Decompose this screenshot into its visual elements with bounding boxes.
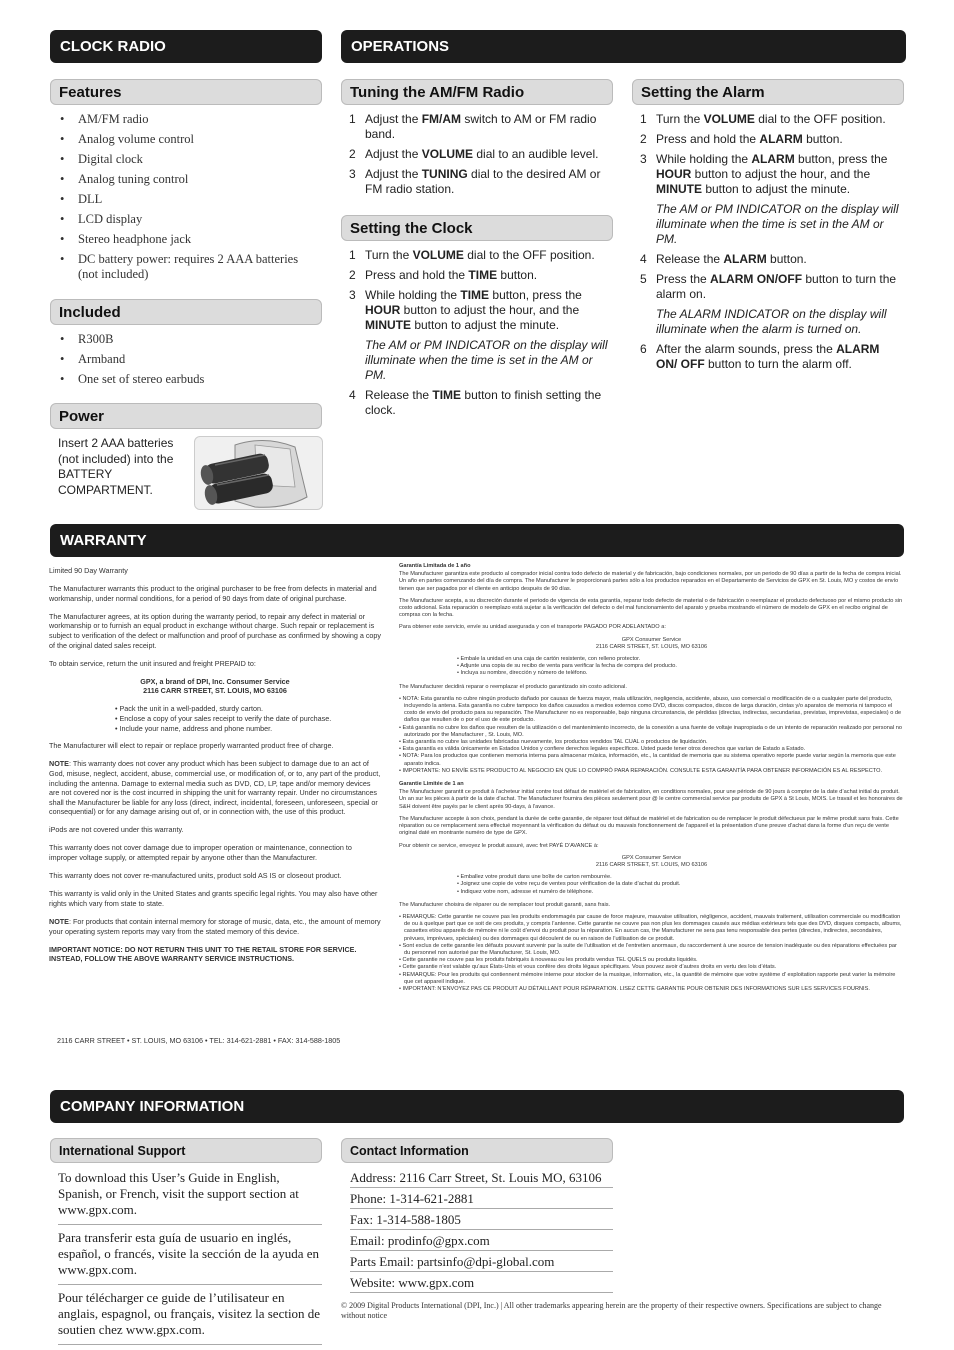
- warranty-footer: 2116 CARR STREET • ST. LOUIS, MO 63106 • TEL: 314-621-2881 • FAX: 314-588-1805: [57, 1036, 341, 1045]
- list-item: • Embale la unidad en una caja de cartón resistente, con relleno protector.: [457, 656, 904, 663]
- warranty-notes: [399, 696, 904, 775]
- list-item: • NOTA: Esta garantía no cubre ningún producto dañado por causas de fuerza mayor, mala utilización, negligencia, accidente, abuso, uso comercial o modificación de o a cualquier parte del producto, incluyendo la antena. Esta garantía no cubre tampoco los daños causados a medios externos como DVD, discos compactos, discos de larga duración, cintas y/o aparatos de memoria ni tampoco el costo de envío del producto para su reparación. The Manufacturer no es responsable, bajo ninguna circunstancia, de pérdidas (directas, indirectas, secundarias, previstas, imprevistas, especiales) o de daños que resulten de o por el uso de este producto.: [399, 696, 904, 725]
- list-item: • Esta garantía no cubre las unidades fabricadas nuevamente, los productos vendidos TAL CUAL o productos de liquidación.: [399, 739, 904, 746]
- list-item: 3 While holding the TIME button, press the HOUR button to adjust the hour, and the MINUTE button to adjust the minute.: [349, 288, 582, 332]
- warranty-text: This warranty does not cover re-manufactured units, product sold AS IS or closeout product.: [49, 871, 342, 881]
- battery-image: [194, 436, 323, 510]
- features-list: [50, 112, 322, 287]
- list-item: • LCD display: [50, 212, 322, 227]
- warranty-text: The Manufacturer warrants this product to the original purchaser to be free from defects in material and workmanship, under normal conditions, for a period of 90 days from date of original purchase.: [49, 584, 377, 603]
- list-item: • IMPORTANTE: NO ENVÍE ESTE PRODUCTO AL NEGOCIO EN QUE LO COMPRÓ PARA REPARACIÓN. CONSULTE ESTA GARANTÍA PARA OBTENER INFORMACIÓN ES AL RESPECTO.: [399, 768, 904, 775]
- list-item: • Analog volume control: [50, 132, 322, 147]
- copyright: © 2009 Digital Products International (DPI, Inc.) | All other trademarks appearing herein are the property of their respective owners. Specifications are subject to change without notice: [341, 1301, 882, 1320]
- list-item: • Incluya su nombre, dirección y número de teléfono.: [457, 670, 904, 677]
- list-item: 3 Adjust the TUNING dial to the desired AM or FM radio station.: [349, 167, 601, 196]
- warranty-spanish-french: [399, 563, 904, 999]
- list-item: • Emballez votre produit dans une boîte de carton rembourrée.: [457, 874, 904, 881]
- list-item: 1 Adjust the FM/AM switch to AM or FM radio band.: [349, 112, 597, 141]
- clock-title: Setting the Clock: [341, 215, 613, 241]
- international-support-title: International Support: [50, 1138, 322, 1163]
- list-item: 6 After the alarm sounds, press the ALARM ON/ OFF button to turn the alarm off.: [640, 342, 880, 371]
- list-item: 2 Adjust the VOLUME dial to an audible level.: [349, 147, 599, 161]
- list-item: • Indiquez votre nom, adresse et numéro de téléphone.: [457, 889, 904, 896]
- list-item: 4 Release the TIME button to finish setting the clock.: [349, 388, 602, 417]
- included-title: Included: [50, 299, 322, 325]
- support-paragraph: Para transferir esta guía de usuario en inglés, español, o francés, visite la sección de la ayuda en www.gpx.com.: [58, 1225, 322, 1285]
- power-text: Insert 2 AAA batteries (not included) into the BATTERY COMPARTMENT.: [58, 436, 174, 497]
- warranty-text: This warranty does not cover damage due to improper operation or maintenance, connection to improper voltage supply, or attempted repair by anyone other than the Manufacturer.: [49, 843, 352, 863]
- contact-parts-email: Parts Email: partsinfo@dpi-global.com: [350, 1252, 613, 1272]
- warranty-note: NOTE: For products that contain internal memory for storage of music, data, etc., the amount of memory your operating system reports may vary from the stated memory of this device.: [49, 916, 381, 936]
- warranty-english: [49, 566, 381, 972]
- warranty-list: [399, 874, 904, 896]
- list-item: • Pack the unit in a well-padded, sturdy carton.: [115, 704, 381, 714]
- warranty-text: iPods are not covered under this warranty.: [49, 825, 184, 835]
- warranty-text: The Manufacturer accepte à son choix, pendant la durée de cette garantie, de réparer tout défaut de matériel et de fabrication ou de remplacer le produit défectueux par le même produit sans frais. Cette réparation ou ce remplacement sera effectué moyennant la vérification du défaut ou du mauvais fonctionnement de l’appareil et la présentation d’une preuve d’achat dans la forme d’un reçu de vente original daté en montrante numéro de type de GPX.: [399, 815, 899, 837]
- included-list: [50, 332, 322, 392]
- list-item: • REMARQUE: Cette garantie ne couvre pas les produits endommagés par cause de force majeure, mauvaise utilisation, négligence, accident, mauvais traitement, utilisation commerciale ou modification de ou à quelque part que ce soit de ces produits, y compris l’antenne. Cette garantie ne couvre pas non plus les dommages causés aux médias extérieurs tels que des DVD, disques compacts, albums, cassettes et/ou appareils de mémoire ni le coût d’envoi du produit pour la réparation. En aucun cas, the Manufacturer ne sera pas tenu responsable des pertes (directes, indirectes, secondaires, prévues, imprévues, spéciales) ou des dommages qui découlent de ou en raison de l’utilisation de ce produit.: [399, 914, 904, 943]
- features-title: Features: [50, 79, 322, 105]
- list-item: • Esta garantía es válida únicamente en Estados Unidos y confiere derechos legales específicos. Usted puede tener otros derechos que varían de Estado a Estado.: [399, 746, 904, 753]
- contact-email: Email: prodinfo@gpx.com: [350, 1231, 613, 1251]
- list-item: • One set of stereo earbuds: [50, 372, 322, 387]
- list-item: • Analog tuning control: [50, 172, 322, 187]
- alarm-title: Setting the Alarm: [632, 79, 904, 105]
- list-item: • Sont exclus de cette garantie les défauts pouvant survenir par la suite de l’utilisation et de l’entretien anormaux, du raccordement à une source de tension inadéquate ou des réparations effectuées par du personnel non autorisé par the Manufacturer, St. Louis, MO.: [399, 943, 904, 957]
- note: The AM or PM INDICATOR on the display will illuminate when the time is set in the AM or PM.: [365, 338, 608, 382]
- contact-fax: Fax: 1-314-588-1805: [350, 1210, 613, 1230]
- note: The ALARM INDICATOR on the display will illuminate when the alarm is turned on.: [656, 307, 887, 336]
- list-item: • NOTA: Para los productos que contienen memoria interna para almacenar música, información, etc., la cantidad de memoria que su sistema operativo reporte puede variar según la memoria que este aparato indica.: [399, 753, 904, 767]
- list-item: 2 Press and hold the TIME button.: [349, 268, 538, 282]
- warranty-list: [49, 704, 381, 733]
- list-item: • Joignez une copie de votre reçu de ventes pour vérification de la date d’achat du produit.: [457, 881, 904, 888]
- list-item: • REMARQUE: Pour les produits qui contiennent mémoire interne pour stocker de la musique, information, etc., la quantité de mémoire que votre système d’ exploitation rapporte peut varier la mémoire que cet appareil indique.: [399, 972, 904, 986]
- contact-address: Address: 2116 Carr Street, St. Louis MO, 63106: [350, 1168, 613, 1188]
- warranty-notes: [399, 914, 904, 993]
- list-item: 1 Turn the VOLUME dial to the OFF position.: [349, 248, 595, 262]
- power-title: Power: [50, 403, 322, 429]
- contact-phone: Phone: 1-314-621-2881: [350, 1189, 613, 1209]
- tuning-title: Tuning the AM/FM Radio: [341, 79, 613, 105]
- international-support: [58, 1165, 322, 1345]
- warranty-title-es: Garantía Limitada de 1 año: [399, 563, 471, 569]
- warranty-text: Limited 90 Day Warranty: [49, 566, 128, 575]
- list-item: • Include your name, address and phone number.: [115, 724, 381, 734]
- list-item: • IMPORTANT: N’ENVOYEZ PAS CE PRODUIT AU DÉTAILLANT POUR RÉPARATION. LISEZ CETTE GARANTIE POUR OBTENIR DES INFORMATIONS SUR LES SERVICES FOURNIS.: [399, 986, 904, 993]
- list-item: 3 While holding the ALARM button, press the HOUR button to adjust the hour, and the MINUTE button to adjust the minute.: [640, 152, 888, 196]
- warranty-text: This warranty is valid only in the United States and grants specific legal rights. You may also have other rights which vary from state to state.: [49, 889, 378, 908]
- warranty-note: NOTE: This warranty does not cover any product which has been subject to damage due to an act of God, misuse, neglect, accident, abuse, commercial use, or modification of, or to, any part of the product, including the antenna. Damage to external media such as DVD, CD, LP, tape and/or memory devices are not covered nor is the cost incurred in shipping the unit for warranty repair. Under no circumstances shall the Manufacturer be liable for any loss (direct, indirect, incidental, foreseen, unforeseen, special or consequential) or for any damage arising out of, or in connection with, the use of this product.: [49, 759, 381, 817]
- warranty-text: The Manufacturer choisira de réparer ou de remplacer tout produit garanti, sans frais.: [399, 901, 611, 908]
- operations-header: OPERATIONS: [341, 30, 906, 63]
- list-item: • DC battery power: requires 2 AAA batteries (not included): [50, 252, 322, 282]
- warranty-text: The Manufacturer agrees, at its option during the warranty period, to repair any defect in material or workmanship or to furnish an equal product in exchange without charge. Such repair or replacement is subject to verification of the defect or malfunction and proof of purchase as confirmed by showing a copy of the original dated sales receipt.: [49, 611, 382, 650]
- warranty-header: WARRANTY: [50, 524, 904, 557]
- warranty-text: The Manufacturer will elect to repair or replace properly warranted product free of charge.: [49, 741, 334, 751]
- list-item: 1 Turn the VOLUME dial to the OFF position.: [640, 112, 886, 126]
- list-item: • DLL: [50, 192, 322, 207]
- warranty-address: GPX Consumer Service 2116 CARR STREET, ST. LOUIS, MO 63106: [595, 636, 708, 650]
- list-item: • Armband: [50, 352, 322, 367]
- warranty-text: Pour obtenir ce service, envoyez le produit assuré, avec fret PAYÉ D’AVANCE à:: [399, 842, 599, 849]
- support-paragraph: To download this User’s Guide in English, Spanish, or French, visit the support section at www.gpx.com.: [58, 1165, 322, 1225]
- list-item: • Stereo headphone jack: [50, 232, 322, 247]
- warranty-address: GPX Consumer Service 2116 CARR STREET, ST. LOUIS, MO 63106: [595, 854, 708, 868]
- list-item: • Cette garantie n’est valable qu’aux États-Unis et vous confère des droits légaux spécifiques. Vous pouvez avoir d’autres droits en vertu des lois d’états.: [399, 964, 904, 971]
- warranty-title-fr: Garantie Limitée de 1 an: [399, 781, 464, 788]
- alarm-steps: [640, 112, 902, 377]
- list-item: • Adjunte una copia de su recibo de venta para verificar la fecha de compra del producto.: [457, 663, 904, 670]
- list-item: • Está garantía no cubre los daños que resulten de la utilización o del mantenimiento incorrecto, de la conexión a una fuente de voltaje inapropiada o de un intento de reparación realizado por personal no autorizado por the Manufacturer , St. Louis, MO.: [399, 725, 904, 739]
- list-item: • Digital clock: [50, 152, 322, 167]
- clock-steps: [349, 248, 609, 423]
- warranty-text: The Manufacturer garantit ce produit à l’acheteur initial contre tout défaut de matériel et de fabrication, en conditions normales, pour une période de 90 jours à compter de la date d’achat initial du produit. Un an sur les pièces à partir de la date d’achat. The Manufacturer fournira des pièces seulement pour @ le centre commercial service par produits de GPX à St Louis, MOIS. Le travail et les honoraires de S&H doivent être payés par le client après 90-days, à l’avance.: [399, 789, 903, 810]
- contact-information-title: Contact Information: [341, 1138, 613, 1163]
- warranty-text: The Manufacturer decidirá reparar o reemplazar el producto garantizado sin costo adicional.: [399, 683, 627, 690]
- note: The AM or PM INDICATOR on the display will illuminate when the time is set in the AM or PM.: [656, 202, 899, 246]
- warranty-text: To obtain service, return the unit insured and freight PREPAID to:: [49, 658, 256, 668]
- warranty-important: IMPORTANT NOTICE: DO NOT RETURN THIS UNIT TO THE RETAIL STORE FOR SERVICE. INSTEAD, FOLLOW THE ABOVE WARRANTY SERVICE INSTRUCTIONS.: [49, 944, 357, 964]
- support-paragraph: Pour télécharger ce guide de l’utilisateur en anglais, espagnol, ou français, visitez la section de soutien chez www.gpx.com.: [58, 1285, 322, 1345]
- warranty-text: The Manufacturer garantiza este producto al comprador inicial contra todo defecto de material y de fabricación, bajo condiciones normales, por un periodo de 90 días a partir de la fecha de compra inicial. Un año en partes comenzando del día de compra. The Manufacturer le proporcionará partes sólo a los productos reparados en el Departamento de Servicios de GPX en St. Louis, MO y costos de envío tienen que ser pagados por el cliente en anticipo después de 90 días.: [399, 571, 902, 592]
- list-item: • R300B: [50, 332, 322, 347]
- tuning-steps: [349, 112, 609, 202]
- warranty-text: Para obtener este servicio, envíe su unidad asegurada y con el transporte PAGADO POR ADELANTADO a:: [399, 624, 666, 631]
- contact-information: [350, 1168, 613, 1294]
- list-item: • Enclose a copy of your sales receipt to verify the date of purchase.: [115, 714, 381, 724]
- list-item: • Cette garantie ne couvre pas les produits fabriqués à nouveau ou les produits vendus TEL QUELS ou produits liquidés.: [399, 957, 904, 964]
- list-item: • AM/FM radio: [50, 112, 322, 127]
- clock-radio-header: CLOCK RADIO: [50, 30, 322, 63]
- contact-website: Website: www.gpx.com: [350, 1273, 613, 1293]
- list-item: 4 Release the ALARM button.: [640, 252, 807, 266]
- warranty-list: [399, 656, 904, 678]
- list-item: 2 Press and hold the ALARM button.: [640, 132, 843, 146]
- warranty-address: GPX, a brand of DPI, Inc. Consumer Service 2116 CARR STREET, ST. LOUIS, MO 63106: [140, 676, 290, 696]
- company-information-header: COMPANY INFORMATION: [50, 1090, 904, 1123]
- list-item: 5 Press the ALARM ON/OFF button to turn the alarm on.: [640, 272, 897, 301]
- warranty-text: The Manufacturer acepta, a su discreción durante el periodo de vigencia de esta garantía, reparar todo defecto de material o de fabricación o reemplazar el producto defectuoso por el mismo producto sin costo adicional. Esta reparación o reemplazo está sujetar a la verificación del defecto o del mal funcionamiento del aparato y prueba mostrando el número de modelo de GPX en el recibo original de compras con la fecha.: [399, 597, 903, 619]
